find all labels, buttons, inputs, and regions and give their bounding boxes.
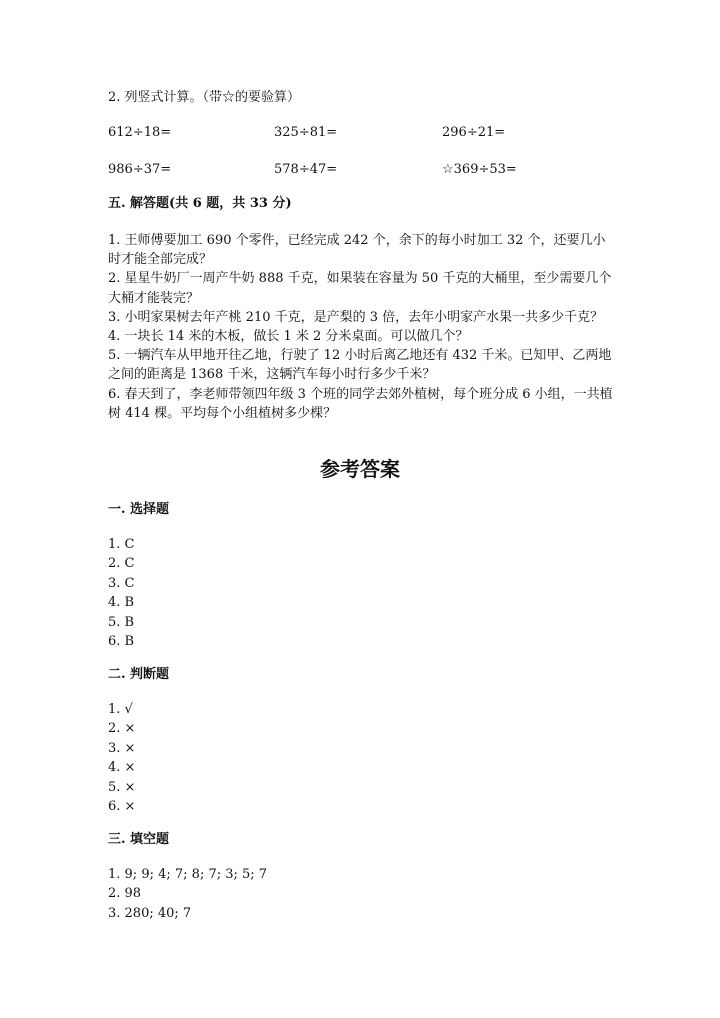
answer-item: 1. √	[108, 702, 133, 717]
problem-item: 3. 小明家果树去年产桃 210 千克，是产梨的 3 倍，去年小明家产水果一共多少千克？	[108, 309, 604, 325]
section-2-title: 2. 列竖式计算。（带☆的要验算）	[108, 90, 301, 105]
answer-item: 3. 280; 40; 7	[108, 905, 192, 921]
answer-list-part-3	[108, 865, 267, 923]
answer-list-part-2	[108, 700, 135, 816]
problem-item: 4. 一块长 14 米的木板，做长 1 米 2 分米桌面。可以做几个？	[108, 329, 469, 345]
calc-item: 296÷21=	[442, 125, 506, 140]
answer-key-title: 参考答案	[320, 457, 400, 481]
problem-list	[108, 231, 618, 423]
answer-item: 6. B	[108, 634, 135, 650]
answer-item: 4. ×	[108, 760, 136, 776]
answer-item: 2. C	[108, 556, 135, 572]
answer-item: 1. 9; 9; 4; 7; 8; 7; 3; 5; 7	[108, 867, 268, 882]
answer-item: 4. B	[108, 595, 135, 611]
calc-item: 986÷37=	[108, 162, 172, 177]
calc-item: 578÷47=	[274, 162, 338, 177]
answer-list-part-1	[108, 535, 134, 651]
answer-part-2-heading: 二. 判断题	[108, 667, 170, 682]
answer-part-1-heading: 一. 选择题	[108, 502, 170, 517]
problem-item: 6. 春天到了，李老师带领四年级 3 个班的同学去郊外植树，每个班分成 6 小组，一共植树 414 棵。平均每个小组植树多少棵？	[108, 386, 613, 421]
calc-item: 325÷81=	[274, 125, 338, 140]
problem-item: 1. 王师傅要加工 690 个零件，已经完成 242 个，余下的每小时加工 32 个，还要几小时才能全部完成？	[108, 233, 606, 268]
answer-item: 6. ×	[108, 799, 136, 815]
problem-item: 2. 星星牛奶厂一周产牛奶 888 千克，如果装在容量为 50 千克的大桶里，至少需要几个大桶才能装完？	[108, 271, 612, 306]
answer-item: 3. C	[108, 575, 135, 591]
answer-item: 2. 98	[108, 886, 142, 902]
answer-part-3-heading: 三. 填空题	[108, 832, 170, 847]
answer-item: 5. B	[108, 614, 135, 630]
problem-item: 5. 一辆汽车从甲地开往乙地，行驶了 12 小时后离乙地还有 432 千米。已知甲、乙两地之间的距离是 1368 千米，这辆汽车每小时行多少千米？	[108, 348, 612, 383]
answer-item: 5. ×	[108, 779, 136, 795]
answer-item: 1. C	[108, 537, 135, 552]
calc-item: 612÷18=	[108, 125, 172, 140]
section-5-heading: 五. 解答题(共 6 题，共 33 分)	[108, 196, 292, 211]
answer-item: 2. ×	[108, 721, 136, 737]
calc-item: ☆369÷53=	[442, 162, 517, 177]
answer-item: 3. ×	[108, 740, 136, 756]
